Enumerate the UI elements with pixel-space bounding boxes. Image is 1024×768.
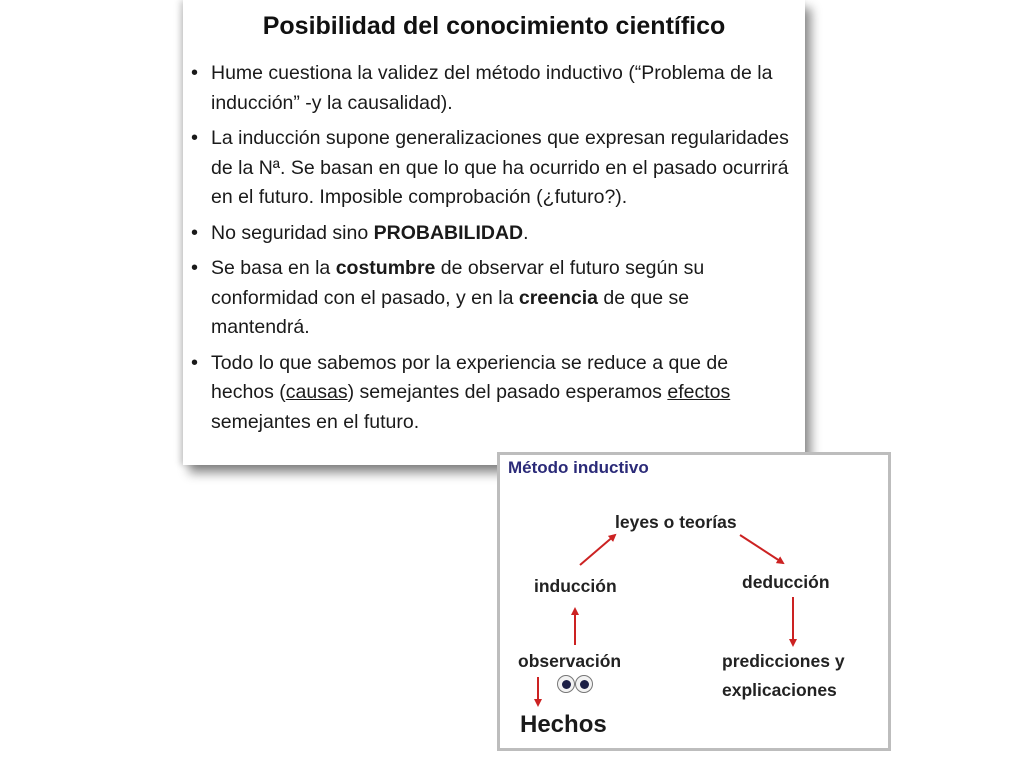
bullet-item [191, 59, 791, 118]
bullet-item [191, 254, 791, 343]
bullet-list [191, 59, 791, 443]
node-induction: inducción [534, 576, 617, 596]
bullet-text: semejantes en el futuro. [211, 410, 420, 433]
bullet-text: de observar el futuro según su conformidad con el pasado, y en la [211, 257, 705, 309]
bullet-text: de que se mantendrá. [211, 286, 690, 338]
bullet-text: No seguridad sino [211, 221, 374, 244]
node-deduction: deducción [742, 572, 830, 592]
bullet-text: Se basa en la [211, 257, 336, 279]
inductive-method-diagram [497, 452, 891, 751]
bullet-item [191, 124, 791, 213]
node-predictions-line2: explicaciones [722, 680, 837, 700]
bullet-item [191, 349, 791, 438]
bullet-text: Hume cuestiona la validez del método inductivo (“Problema de la inducción” -y la causalidad). [211, 62, 773, 114]
node-laws: leyes o teorías [615, 512, 737, 532]
diagram-title: Método inductivo [508, 458, 649, 477]
bullet-item [191, 219, 791, 249]
underlined-term-causas: causas [285, 381, 348, 403]
eyes-icon [555, 675, 595, 695]
node-facts: Hechos [520, 711, 607, 738]
arrow-laws-to-deduction [740, 535, 783, 563]
arrow-induction-to-laws [580, 535, 615, 565]
node-predictions-line1: predicciones y [722, 651, 845, 671]
right-eye-icon [575, 675, 593, 693]
bullet-text: ) semejantes del pasado esperamos [347, 381, 668, 403]
bold-term-creencia: creencia [518, 286, 599, 309]
diagram-arrows [500, 455, 888, 748]
text-card [183, 0, 805, 465]
bullet-text: La inducción supone generalizaciones que expresan regularidades de la Nª. Se basan en que lo que ha ocurrido en el pasado ocurrirá en el futuro. Imposible comprobación (¿futuro?). [211, 127, 789, 208]
left-eye-icon [557, 675, 575, 693]
bullet-text: Todo lo que sabemos por la experiencia se reduce a que de hechos ( [211, 351, 729, 403]
bullet-text: . [523, 221, 529, 244]
underlined-term-efectos: efectos [667, 381, 731, 403]
slide-title: Posibilidad del conocimiento científico [262, 12, 726, 40]
bold-term-costumbre: costumbre [335, 257, 436, 279]
bold-term-probabilidad: PROBABILIDAD [373, 221, 524, 244]
node-observation: observación [518, 651, 622, 671]
